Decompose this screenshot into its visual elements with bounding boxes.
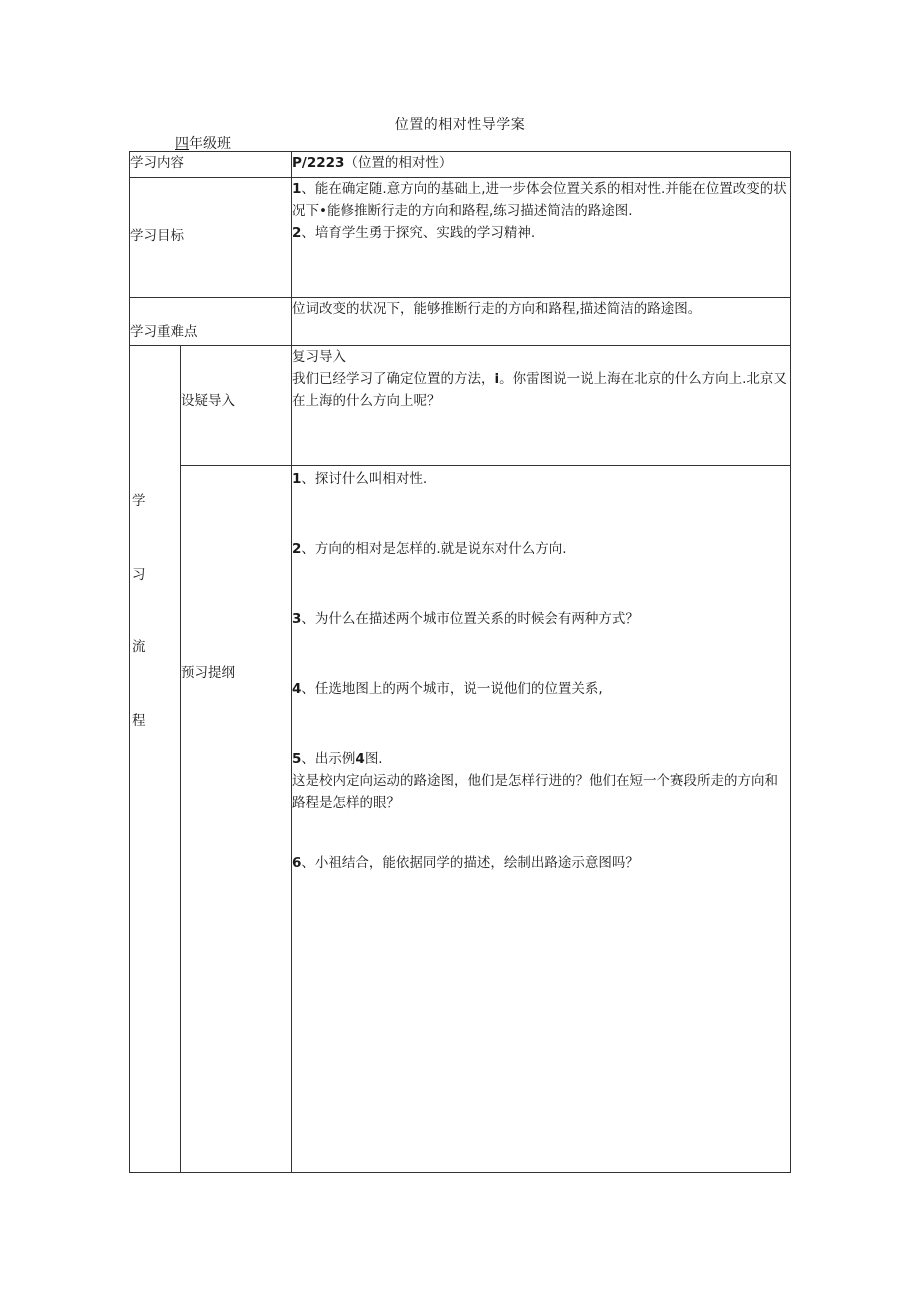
- intro-row: [130, 346, 791, 466]
- outline-content: [292, 466, 791, 1173]
- page-title: 位置的相对性导学案: [394, 117, 526, 133]
- intro-heading: 复习导入: [292, 349, 346, 365]
- outline-item-detail: 这是校内定向运动的路途图，他们是怎样行进的？他们在短一个赛段所走的方向和路程是怎样的眼？: [292, 773, 778, 811]
- outline-item: 5、出示例4图.: [292, 751, 383, 767]
- flow-label: [130, 346, 181, 1173]
- goals-label: 学习目标: [130, 178, 292, 298]
- lesson-plan-table: [129, 151, 791, 1173]
- outline-row: [130, 466, 791, 1173]
- flow-label-char: 流: [132, 639, 146, 655]
- goal-item: 1、能在确定随.意方向的基础上,进一步体会位置关系的相对性.并能在位置改变的状况下•能修推断行走的方向和路程,练习描述简洁的路途图.: [292, 181, 787, 219]
- intro-label: 设疑导入: [181, 346, 292, 466]
- outline-item: 6、小祖结合，能依据同学的描述，绘制出路途示意图吗？: [292, 855, 639, 871]
- content-topic: （位置的相对性）: [344, 155, 453, 171]
- key-points-label: 学习重难点: [130, 298, 292, 346]
- grade-class-line: [175, 133, 231, 153]
- goal-item: 2、培育学生勇于探究、实践的学习精神.: [292, 225, 536, 241]
- outline-item: 1、探讨什么叫相对性.: [292, 471, 428, 487]
- content-row: [130, 152, 791, 178]
- flow-label-char: 程: [132, 713, 146, 729]
- intro-content: [292, 346, 791, 466]
- grade-number: 四: [175, 136, 189, 152]
- key-points-row: [130, 298, 791, 346]
- goals-row: [130, 178, 791, 298]
- goals-content: [292, 178, 791, 298]
- outline-label: 预习提纲: [181, 466, 292, 1173]
- grade-label: 年级班: [189, 136, 231, 152]
- intro-text: 我们已经学习了确定位置的方法，i。你雷图说一说上海在北京的什么方向上.北京又在上海的什么方向上呢？: [292, 371, 787, 409]
- key-points-content: 位词改变的状况下，能够推断行走的方向和路程,描述简洁的路途图。: [292, 298, 791, 346]
- outline-item: 2、方向的相对是怎样的.就是说东对什么方向.: [292, 541, 567, 557]
- content-label: 学习内容: [130, 152, 292, 178]
- content-value: [292, 152, 791, 178]
- flow-label-char: 习: [132, 567, 146, 583]
- outline-item: 4、任选地图上的两个城市，说一说他们的位置关系,: [292, 681, 603, 697]
- outline-item: 3、为什么在描述两个城市位置关系的时候会有两种方式？: [292, 611, 639, 627]
- flow-label-char: 学: [132, 493, 146, 509]
- page-ref: P/2223: [292, 155, 345, 171]
